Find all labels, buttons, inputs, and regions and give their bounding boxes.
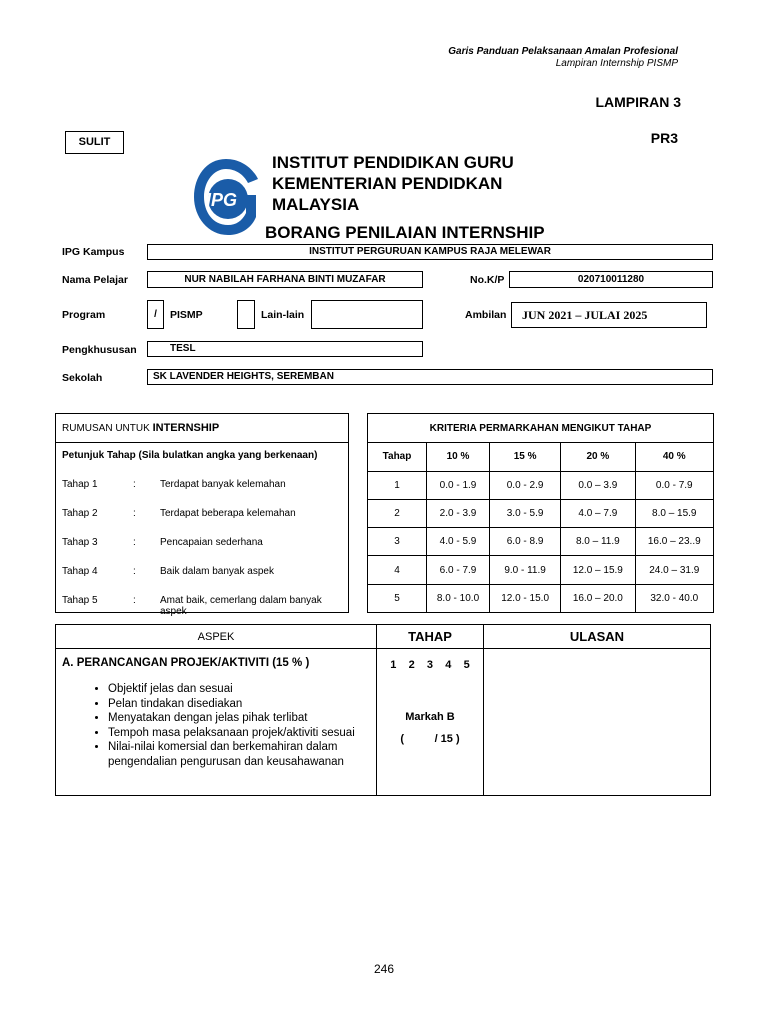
- rumusan-colon: :: [133, 479, 136, 490]
- petunjuk-text: Petunjuk Tahap (Sila bulatkan angka yang berkenaan): [62, 450, 318, 461]
- tahap-cell: [377, 649, 484, 796]
- aspek-point: • Tempoh masa pelaksanaan projek/aktiviti sesuai: [108, 726, 376, 741]
- lampiran-label: LAMPIRAN 3: [595, 94, 681, 110]
- rumusan-tahap-desc: Terdapat banyak kelemahan: [160, 479, 286, 490]
- lainlain-checkbox[interactable]: [237, 300, 255, 329]
- form-title: BORANG PENILAIAN INTERNSHIP: [265, 223, 545, 242]
- kriteria-range-cell: 0.0 - 1.9: [427, 471, 490, 499]
- nokp-field[interactable]: 020710011280: [509, 271, 713, 288]
- kriteria-col-header: 15 %: [490, 443, 561, 471]
- aspek-header: ASPEK: [56, 625, 377, 649]
- tahap-scale[interactable]: 1 2 3 4 5: [390, 659, 470, 671]
- form-code: PR3: [650, 130, 678, 146]
- rumusan-colon: :: [133, 595, 136, 606]
- rumusan-tahap-desc: Terdapat beberapa kelemahan: [160, 508, 296, 519]
- ipg-kampus-label: IPG Kampus: [62, 246, 125, 258]
- kriteria-range-cell: 32.0 - 40.0: [635, 584, 713, 612]
- kriteria-range-cell: 3.0 - 5.9: [490, 499, 561, 527]
- kriteria-range-cell: 12.0 - 15.0: [490, 584, 561, 612]
- kriteria-range-cell: 12.0 – 15.9: [561, 556, 635, 584]
- rumusan-tahap-desc: Pencapaian sederhana: [160, 537, 263, 548]
- lainlain-label: Lain-lain: [261, 309, 305, 321]
- title-line-3: MALAYSIA: [272, 195, 360, 214]
- rumusan-tahap-label: Tahap 3: [62, 537, 98, 548]
- rumusan-tahap-label: Tahap 2: [62, 508, 98, 519]
- kriteria-tahap-cell: 4: [368, 556, 427, 584]
- kriteria-range-cell: 16.0 – 20.0: [561, 584, 635, 612]
- nokp-label: No.K/P: [470, 274, 505, 286]
- ulasan-header: ULASAN: [484, 625, 711, 649]
- kriteria-col-header: 10 %: [427, 443, 490, 471]
- kriteria-range-cell: 9.0 - 11.9: [490, 556, 561, 584]
- tahap-header: TAHAP: [377, 625, 484, 649]
- kriteria-range-cell: 0.0 - 2.9: [490, 471, 561, 499]
- kriteria-range-cell: 4.0 – 7.9: [561, 499, 635, 527]
- header-guideline-subtitle: Lampiran Internship PISMP: [555, 58, 678, 69]
- aspek-point: • Pelan tindakan disediakan: [108, 697, 376, 712]
- rumusan-title-b: INTERNSHIP: [152, 422, 220, 434]
- kriteria-range-cell: 6.0 - 7.9: [427, 556, 490, 584]
- kriteria-col-header: Tahap: [368, 443, 427, 471]
- aspek-content-cell: [56, 649, 377, 796]
- markah-field[interactable]: ( / 15 ): [400, 733, 460, 745]
- aspek-points-list: [56, 682, 376, 769]
- kriteria-range-cell: 8.0 - 10.0: [427, 584, 490, 612]
- aspek-table: [55, 624, 711, 796]
- rumusan-title: [62, 422, 219, 434]
- program-label: Program: [62, 309, 106, 321]
- kriteria-range-cell: 8.0 – 15.9: [635, 499, 713, 527]
- kriteria-row: [368, 471, 714, 499]
- kriteria-range-cell: 0.0 - 7.9: [635, 471, 713, 499]
- ambilan-label: Ambilan: [465, 309, 507, 321]
- kriteria-col-header: 20 %: [561, 443, 635, 471]
- aspek-point: • Nilai-nilai komersial dan berkemahiran dalam pengendalian pengurusan dan keusahawanan: [108, 740, 376, 769]
- rumusan-header: [56, 414, 348, 443]
- pengkhususan-field[interactable]: TESL: [147, 341, 423, 357]
- markah-label: Markah B: [405, 711, 455, 723]
- header-guideline-title: Garis Panduan Pelaksanaan Amalan Profesional: [448, 46, 678, 57]
- sulit-badge: SULIT: [65, 131, 124, 154]
- ipg-logo-icon: [192, 155, 260, 239]
- lainlain-field[interactable]: [311, 300, 423, 329]
- nama-pelajar-field[interactable]: NUR NABILAH FARHANA BINTI MUZAFAR: [147, 271, 423, 288]
- rumusan-panel: [55, 413, 349, 617]
- rumusan-colon: :: [133, 508, 136, 519]
- aspek-point: • Objektif jelas dan sesuai: [108, 682, 376, 697]
- sekolah-label: Sekolah: [62, 372, 103, 384]
- pismp-checkbox[interactable]: /: [147, 300, 164, 329]
- kriteria-tahap-cell: 3: [368, 528, 427, 556]
- ambilan-field[interactable]: JUN 2021 – JULAI 2025: [511, 302, 707, 328]
- institute-title: [272, 152, 514, 215]
- rumusan-tahap-desc: Baik dalam banyak aspek: [160, 566, 274, 577]
- kriteria-range-cell: 16.0 – 23..9: [635, 528, 713, 556]
- rumusan-title-a: RUMUSAN UNTUK: [62, 423, 153, 434]
- kriteria-row: [368, 584, 714, 612]
- nama-pelajar-label: Nama Pelajar: [62, 274, 128, 286]
- title-line-1: INSTITUT PENDIDIKAN GURU: [272, 153, 514, 172]
- aspek-point: • Menyatakan dengan jelas pihak terlibat: [108, 711, 376, 726]
- sekolah-field[interactable]: SK LAVENDER HEIGHTS, SEREMBAN: [147, 369, 713, 385]
- kriteria-range-cell: 8.0 – 11.9: [561, 528, 635, 556]
- kriteria-col-header: 40 %: [635, 443, 713, 471]
- kriteria-range-cell: 0.0 – 3.9: [561, 471, 635, 499]
- ulasan-cell[interactable]: [484, 649, 711, 796]
- title-line-2: KEMENTERIAN PENDIDKAN: [272, 174, 503, 193]
- kriteria-title: KRITERIA PERMARKAHAN MENGIKUT TAHAP: [368, 414, 714, 443]
- kriteria-tahap-cell: 1: [368, 471, 427, 499]
- kriteria-range-cell: 24.0 – 31.9: [635, 556, 713, 584]
- kriteria-tahap-cell: 2: [368, 499, 427, 527]
- kriteria-range-cell: 4.0 - 5.9: [427, 528, 490, 556]
- kriteria-table: [367, 413, 714, 613]
- kriteria-row: [368, 499, 714, 527]
- kriteria-tahap-cell: 5: [368, 584, 427, 612]
- kriteria-row: [368, 556, 714, 584]
- page-number: 246: [373, 962, 395, 976]
- rumusan-tahap-label: Tahap 1: [62, 479, 98, 490]
- pengkhususan-label: Pengkhususan: [62, 344, 137, 356]
- rumusan-tahap-desc: Amat baik, cemerlang dalam banyak aspek: [160, 595, 322, 617]
- logo-text: IPG: [206, 190, 238, 210]
- kriteria-range-cell: 2.0 - 3.9: [427, 499, 490, 527]
- section-title: A. PERANCANGAN PROJEK/AKTIVITI (15 % ): [62, 657, 310, 669]
- rumusan-tahap-label: Tahap 5: [62, 595, 98, 606]
- rumusan-tahap-label: Tahap 4: [62, 566, 98, 577]
- pismp-label: PISMP: [170, 309, 203, 321]
- kriteria-range-cell: 6.0 - 8.9: [490, 528, 561, 556]
- kriteria-row: [368, 528, 714, 556]
- rumusan-colon: :: [133, 566, 136, 577]
- rumusan-colon: :: [133, 537, 136, 548]
- ipg-kampus-field[interactable]: INSTITUT PERGURUAN KAMPUS RAJA MELEWAR: [147, 244, 713, 260]
